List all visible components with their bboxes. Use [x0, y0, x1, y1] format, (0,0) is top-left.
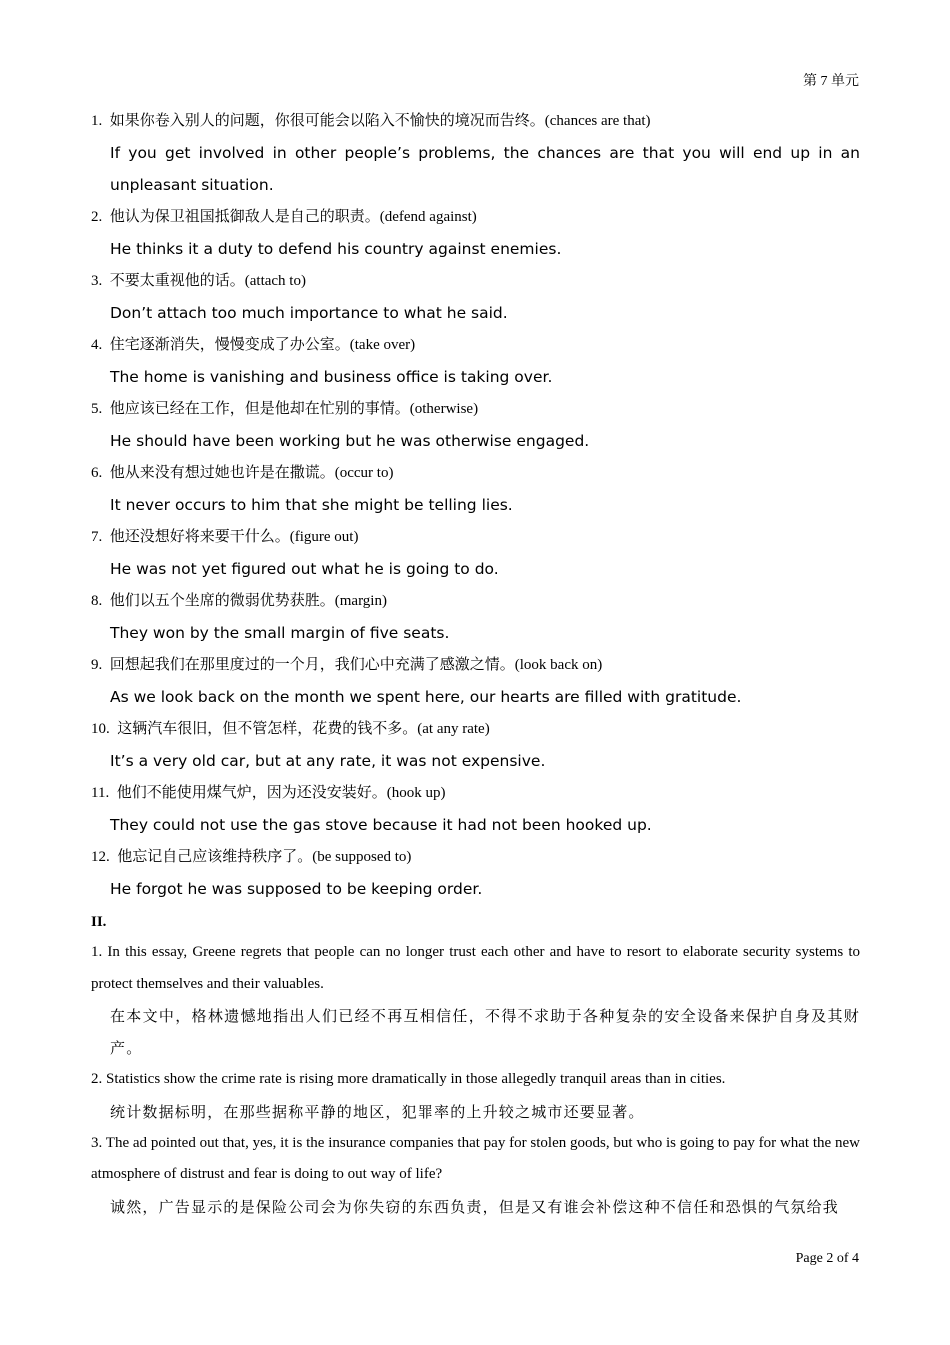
passage-item: [91, 1128, 860, 1223]
exercise-question: 11. 他们不能使用煤气炉，因为还没安装好。(hook up): [91, 785, 446, 801]
page-header-unit: 第 7 单元: [803, 74, 859, 89]
exercise-question: 5. 他应该已经在工作，但是他却在忙别的事情。(otherwise): [91, 401, 479, 417]
exercise-question: 12. 他忘记自己应该维持秩序了。(be supposed to): [91, 849, 412, 865]
exercise-item: [91, 523, 860, 587]
chinese-translation: 统计数据标明，在那些据称平静的地区，犯罪率的上升较之城市还要显著。: [110, 1102, 645, 1121]
exercise-item: [91, 203, 860, 267]
exercise-question: 3. 不要太重视他的话。(attach to): [91, 273, 306, 289]
exercise-answer: They won by the small margin of five seats.: [110, 624, 450, 642]
exercise-answer: He forgot he was supposed to be keeping order.: [110, 880, 483, 898]
exercise-answer: They could not use the gas stove because it had not been hooked up.: [110, 816, 652, 834]
exercise-answer: It never occurs to him that she might be telling lies.: [110, 496, 513, 514]
exercise-question: 10. 这辆汽车很旧，但不管怎样，花费的钱不多。(at any rate): [91, 721, 490, 737]
exercise-item: [91, 107, 860, 201]
english-sentence: 2. Statistics show the crime rate is rising more dramatically in those allegedly tranquil areas than in cities.: [91, 1071, 726, 1087]
english-sentence: 3. The ad pointed out that, yes, it is the insurance companies that pay for stolen goods, but who is going to pay for what the new atmosphere of distrust and fear is doing to out way of life?: [91, 1134, 860, 1182]
section-heading: II.: [91, 914, 107, 930]
passage-translation-list: [91, 937, 860, 1223]
exercise-question: 8. 他们以五个坐席的微弱优势获胜。(margin): [91, 593, 387, 609]
exercise-answer: Don’t attach too much importance to what he said.: [110, 304, 508, 322]
passage-item: [91, 1064, 860, 1128]
exercise-question: 9. 回想起我们在那里度过的一个月，我们心中充满了感激之情。(look back on): [91, 657, 603, 673]
passage-item: [91, 937, 860, 1064]
exercise-item: [91, 843, 860, 907]
exercise-item: [91, 395, 860, 459]
document-body: [91, 107, 860, 1223]
exercise-item: [91, 779, 860, 843]
exercise-answer: It’s a very old car, but at any rate, it was not expensive.: [110, 752, 546, 770]
exercise-item: [91, 459, 860, 523]
exercise-answer: If you get involved in other people’s problems, the chances are that you will end up in an unpleasant situation.: [110, 144, 860, 194]
english-sentence: 1. In this essay, Greene regrets that people can no longer trust each other and have to resort to elaborate security systems to protect themselves and their valuables.: [91, 944, 861, 992]
exercise-question: 4. 住宅逐渐消失，慢慢变成了办公室。(take over): [91, 337, 416, 353]
chinese-translation: 诚然，广告显示的是保险公司会为你失窃的东西负责，但是又有谁会补偿这种不信任和恐惧的气氛给我: [110, 1197, 840, 1216]
exercise-item: [91, 587, 860, 651]
exercise-item: [91, 331, 860, 395]
exercise-question: 6. 他从来没有想过她也许是在撒谎。(occur to): [91, 465, 394, 481]
exercise-answer: The home is vanishing and business office is taking over.: [110, 368, 553, 386]
exercise-answer: He was not yet figured out what he is going to do.: [110, 560, 499, 578]
exercise-question: 7. 他还没想好将来要干什么。(figure out): [91, 529, 359, 545]
exercise-answer: As we look back on the month we spent here, our hearts are filled with gratitude.: [110, 688, 742, 706]
exercise-question: 2. 他认为保卫祖国抵御敌人是自己的职责。(defend against): [91, 209, 477, 225]
exercise-answer: He should have been working but he was otherwise engaged.: [110, 432, 590, 450]
exercise-item: [91, 651, 860, 715]
exercise-item: [91, 267, 860, 331]
translation-exercise-list: [91, 107, 860, 907]
page-number: Page 2 of 4: [795, 1251, 859, 1266]
exercise-item: [91, 715, 860, 779]
exercise-question: 1. 如果你卷入别人的问题，你很可能会以陷入不愉快的境况而告终。(chances are that): [91, 113, 651, 129]
exercise-answer: He thinks it a duty to defend his country against enemies.: [110, 240, 562, 258]
chinese-translation: 在本文中，格林遗憾地指出人们已经不再互相信任，不得不求助于各种复杂的安全设备来保护自身及其财产。: [110, 1007, 860, 1057]
